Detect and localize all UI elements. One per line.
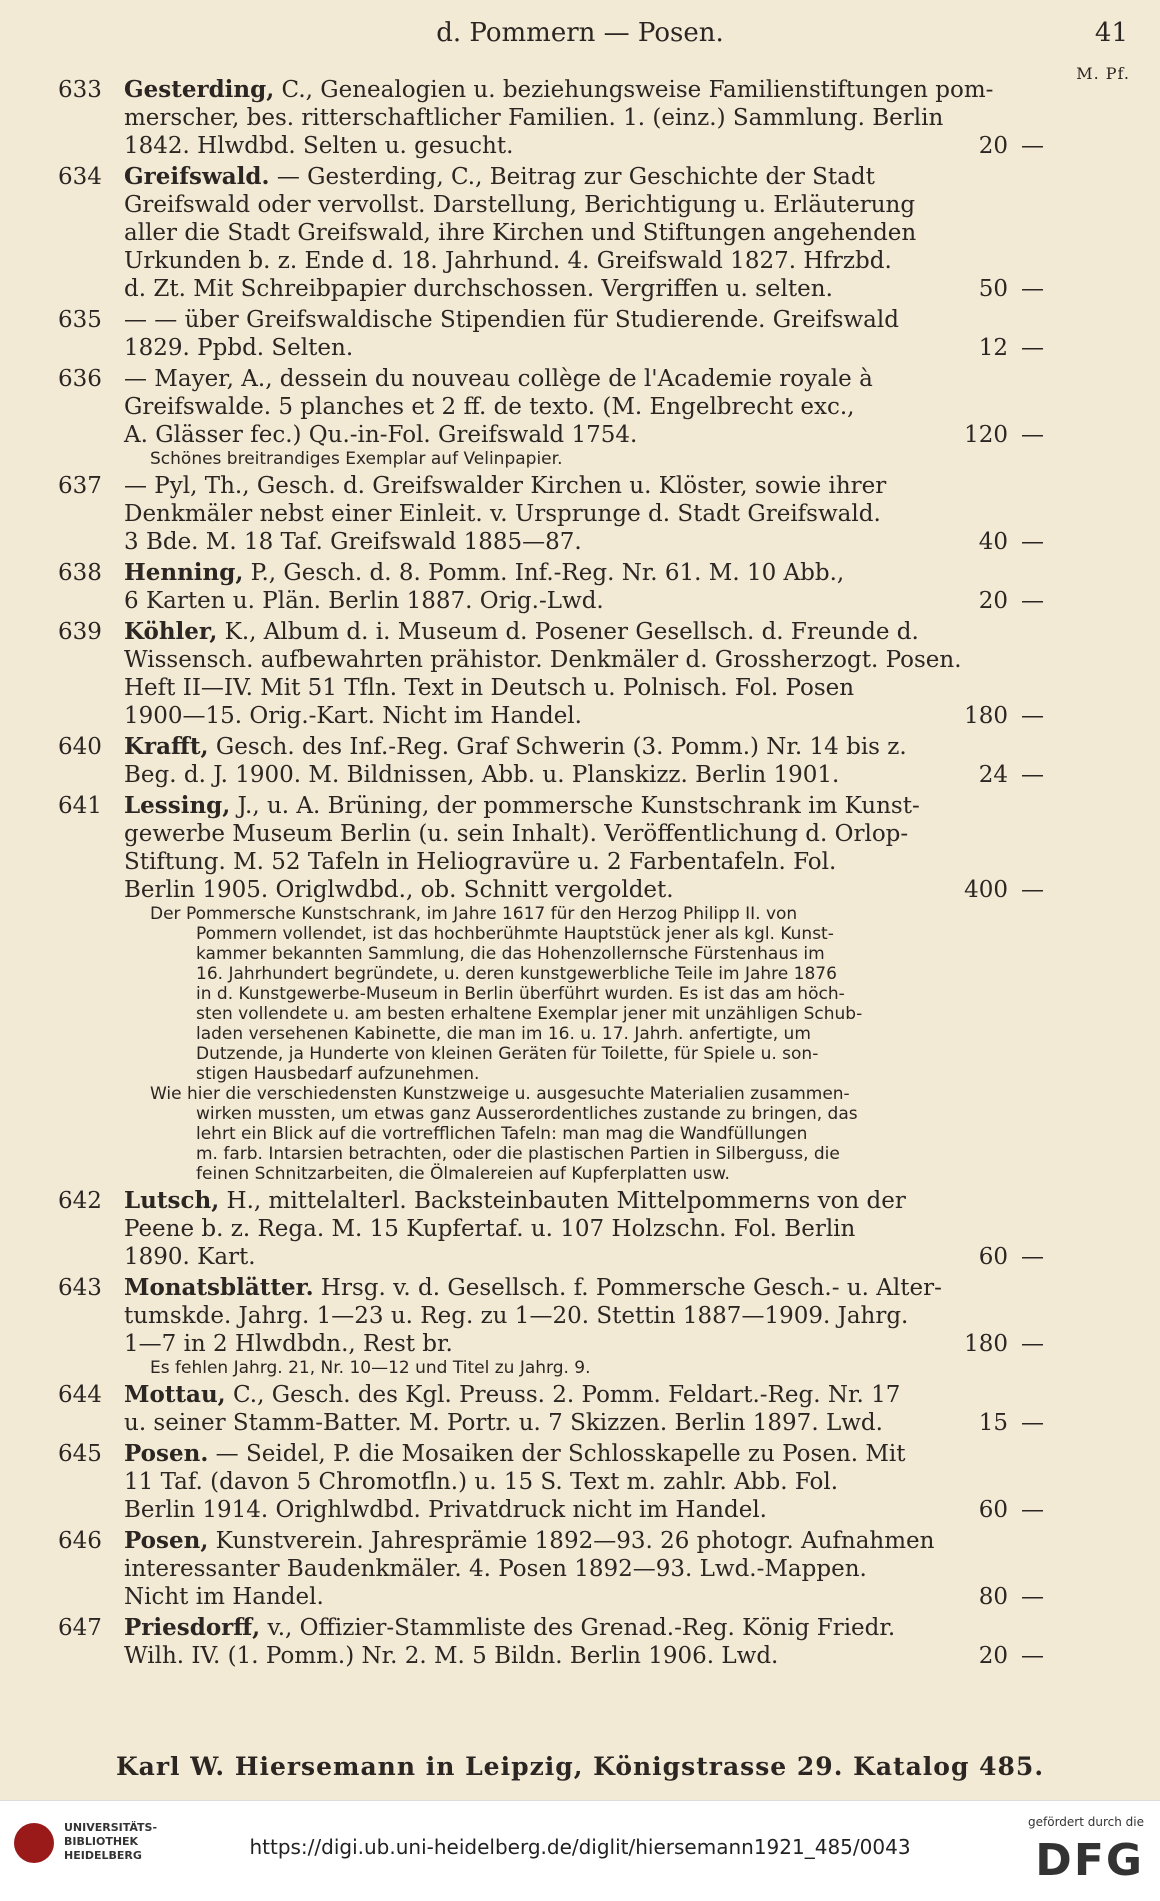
entry-number: 643 bbox=[58, 1275, 102, 1301]
entry-number: 646 bbox=[58, 1528, 102, 1554]
entry-text: Wissensch. aufbewahrten prähistor. Denkmäler d. Grossherzogt. Posen. bbox=[124, 647, 962, 673]
entry-number: 647 bbox=[58, 1615, 102, 1641]
entry-price: 24 — bbox=[978, 762, 1044, 788]
entry-text: Stiftung. M. 52 Tafeln in Heliogravüre u. 2 Farbentafeln. Fol. bbox=[124, 849, 837, 875]
entry-text: Berlin 1905. Origlwdbd., ob. Schnitt vergoldet. bbox=[124, 877, 674, 903]
entry-text: Denkmäler nebst einer Einleit. v. Ursprunge d. Stadt Greifswald. bbox=[124, 501, 881, 527]
entry-text: Nicht im Handel. bbox=[124, 1584, 324, 1610]
entry-line bbox=[124, 618, 1044, 646]
entry-author: Gesterding, bbox=[124, 76, 275, 103]
entry-price: 80 — bbox=[978, 1584, 1044, 1610]
entry-text: Kunstverein. Jahresprämie 1892—93. 26 photogr. Aufnahmen bbox=[208, 1528, 935, 1554]
entry-text: 1900—15. Orig.-Kart. Nicht im Handel. bbox=[124, 703, 582, 729]
entry-line bbox=[124, 646, 1044, 674]
entry-text: J., u. A. Brüning, der pommersche Kunstschrank im Kunst- bbox=[230, 793, 920, 819]
catalog-entry bbox=[0, 76, 1160, 160]
entry-text: d. Zt. Mit Schreibpapier durchschossen. Vergriffen u. selten. bbox=[124, 276, 833, 302]
entry-author: Henning, bbox=[124, 559, 244, 586]
entry-note: 16. Jahrhundert begründete, u. deren kunstgewerbliche Teile im Jahre 1876 bbox=[196, 964, 837, 984]
entry-text: — Mayer, A., dessein du nouveau collège de l'Academie royale à bbox=[124, 366, 873, 392]
entry-text: — Pyl, Th., Gesch. d. Greifswalder Kirchen u. Klöster, sowie ihrer bbox=[124, 473, 887, 499]
entry-line bbox=[124, 1555, 1044, 1583]
entry-line bbox=[124, 1302, 1044, 1330]
entry-line bbox=[124, 421, 1044, 449]
entry-price: 15 — bbox=[978, 1410, 1044, 1436]
entry-price: 180 — bbox=[964, 703, 1044, 729]
entry-text: Hrsg. v. d. Gesellsch. f. Pommersche Gesch.- u. Alter- bbox=[313, 1275, 942, 1301]
entry-line bbox=[124, 1409, 1044, 1437]
entry-text: merscher, bes. ritterschaftlicher Familien. 1. (einz.) Sammlung. Berlin bbox=[124, 105, 944, 131]
entry-number: 637 bbox=[58, 473, 102, 499]
entry-number: 636 bbox=[58, 366, 102, 392]
entry-line bbox=[124, 702, 1044, 730]
entry-line bbox=[124, 1440, 1044, 1468]
entry-line bbox=[124, 365, 1044, 393]
entry-text: — Seidel, P. die Mosaiken der Schlosskapelle zu Posen. Mit bbox=[208, 1441, 906, 1467]
entry-text: u. seiner Stamm-Batter. M. Portr. u. 7 Skizzen. Berlin 1897. Lwd. bbox=[124, 1410, 883, 1436]
institution-name: UNIVERSITÄTS- BIBLIOTHEK HEIDELBERG bbox=[64, 1821, 158, 1862]
entry-text: 1829. Ppbd. Selten. bbox=[124, 335, 354, 361]
entry-text: H., mittelalterl. Backsteinbauten Mittelpommerns von der bbox=[219, 1188, 906, 1214]
page-number: 41 bbox=[1094, 18, 1128, 48]
entry-line bbox=[124, 1527, 1044, 1555]
entry-price: 40 — bbox=[978, 529, 1044, 555]
entry-line bbox=[124, 674, 1044, 702]
entry-line bbox=[124, 1614, 1044, 1642]
entry-text: Heft II—IV. Mit 51 Tfln. Text in Deutsch u. Polnisch. Fol. Posen bbox=[124, 675, 855, 701]
catalog-entry bbox=[0, 472, 1160, 556]
entry-price: 20 — bbox=[978, 1643, 1044, 1669]
entry-number: 638 bbox=[58, 560, 102, 586]
catalog-entry bbox=[0, 1614, 1160, 1670]
entry-line bbox=[124, 1330, 1044, 1358]
entry-text: 6 Karten u. Plän. Berlin 1887. Orig.-Lwd. bbox=[124, 588, 604, 614]
entry-note: feinen Schnitzarbeiten, die Ölmalereien auf Kupferplatten usw. bbox=[196, 1164, 730, 1184]
entry-note: lehrt ein Blick auf die vortrefflichen Tafeln: man mag die Wandfüllungen bbox=[196, 1124, 808, 1144]
catalog-entry bbox=[0, 618, 1160, 730]
entry-line bbox=[124, 500, 1044, 528]
entry-text: Beg. d. J. 1900. M. Bildnissen, Abb. u. Planskizz. Berlin 1901. bbox=[124, 762, 840, 788]
catalog-entry bbox=[0, 1274, 1160, 1378]
entry-line bbox=[124, 191, 1044, 219]
entry-line bbox=[124, 1243, 1044, 1271]
funding-note: gefördert durch die bbox=[1028, 1815, 1144, 1829]
catalog-entry bbox=[0, 1381, 1160, 1437]
catalog-entry bbox=[0, 306, 1160, 362]
entry-text: Peene b. z. Rega. M. 15 Kupfertaf. u. 107 Holzschn. Fol. Berlin bbox=[124, 1216, 856, 1242]
entry-author: Köhler, bbox=[124, 618, 218, 645]
entry-number: 644 bbox=[58, 1382, 102, 1408]
entry-line bbox=[124, 334, 1044, 362]
entry-text: v., Offizier-Stammliste des Grenad.-Reg. König Friedr. bbox=[260, 1615, 896, 1641]
entry-line bbox=[124, 876, 1044, 904]
entry-text: tumskde. Jahrg. 1—23 u. Reg. zu 1—20. Stettin 1887—1909. Jahrg. bbox=[124, 1303, 909, 1329]
catalog-entry bbox=[0, 163, 1160, 303]
entry-note: in d. Kunstgewerbe-Museum in Berlin überführt wurden. Es ist das am höch- bbox=[196, 984, 845, 1004]
price-column-header: M. Pf. bbox=[1076, 64, 1130, 83]
entry-number: 633 bbox=[58, 77, 102, 103]
entry-line bbox=[124, 275, 1044, 303]
entry-line bbox=[124, 587, 1044, 615]
catalog-entries bbox=[0, 76, 1160, 1673]
entry-line bbox=[124, 1187, 1044, 1215]
entry-number: 641 bbox=[58, 793, 102, 819]
entry-line bbox=[124, 528, 1044, 556]
entry-number: 635 bbox=[58, 307, 102, 333]
entry-line bbox=[124, 559, 1044, 587]
entry-line bbox=[124, 1274, 1044, 1302]
source-url[interactable]: https://digi.ub.uni-heidelberg.de/diglit/hiersemann1921_485/0043 bbox=[249, 1835, 911, 1859]
entry-note: stigen Hausbedarf aufzunehmen. bbox=[196, 1064, 480, 1084]
entry-price: 60 — bbox=[978, 1497, 1044, 1523]
page-title: d. Pommern — Posen. bbox=[436, 18, 724, 48]
entry-text: 11 Taf. (davon 5 Chromotfln.) u. 15 S. Text m. zahlr. Abb. Fol. bbox=[124, 1469, 839, 1495]
entry-line bbox=[124, 247, 1044, 275]
entry-text: C., Genealogien u. beziehungsweise Familienstiftungen pom- bbox=[274, 77, 994, 103]
entry-text: 1—7 in 2 Hlwdbdn., Rest br. bbox=[124, 1331, 453, 1357]
entry-author: Monatsblätter. bbox=[124, 1274, 314, 1301]
entry-text: Greifswalde. 5 planches et 2 ff. de texto. (M. Engelbrecht exc., bbox=[124, 394, 855, 420]
entry-text: 3 Bde. M. 18 Taf. Greifswald 1885—87. bbox=[124, 529, 582, 555]
entry-line bbox=[124, 1583, 1044, 1611]
catalog-entry bbox=[0, 1527, 1160, 1611]
entry-note: kammer bekannten Sammlung, die das Hohenzollernsche Fürstenhaus im bbox=[196, 944, 825, 964]
catalog-entry bbox=[0, 733, 1160, 789]
dfg-logo: DFG bbox=[1035, 1835, 1144, 1886]
entry-line bbox=[124, 1215, 1044, 1243]
entry-text: Greifswald oder vervollst. Darstellung, Berichtigung u. Erläuterung bbox=[124, 192, 916, 218]
entry-note: sten vollendete u. am besten erhaltene Exemplar jener mit unzähligen Schub- bbox=[196, 1004, 863, 1024]
entry-text: 1890. Kart. bbox=[124, 1244, 256, 1270]
catalog-entry bbox=[0, 1440, 1160, 1524]
entry-line bbox=[124, 76, 1044, 104]
entry-line bbox=[124, 761, 1044, 789]
entry-price: 20 — bbox=[978, 133, 1044, 159]
entry-note: m. farb. Intarsien betrachten, oder die plastischen Partien in Silberguss, die bbox=[196, 1144, 840, 1164]
entry-line bbox=[124, 820, 1044, 848]
entry-text: A. Glässer fec.) Qu.-in-Fol. Greifswald 1754. bbox=[124, 422, 638, 448]
entry-line bbox=[124, 104, 1044, 132]
entry-line bbox=[124, 792, 1044, 820]
publisher-footer: Karl W. Hiersemann in Leipzig, Königstrasse 29. Katalog 485. bbox=[115, 1752, 1045, 1781]
entry-author: Greifswald. bbox=[124, 163, 270, 190]
entry-text: gewerbe Museum Berlin (u. sein Inhalt). Veröffentlichung d. Orlop- bbox=[124, 821, 909, 847]
catalog-entry bbox=[0, 559, 1160, 615]
entry-author: Mottau, bbox=[124, 1381, 226, 1408]
entry-note: Wie hier die verschiedensten Kunstzweige u. ausgesuchte Materialien zusammen- bbox=[150, 1084, 850, 1104]
entry-number: 634 bbox=[58, 164, 102, 190]
entry-price: 50 — bbox=[978, 276, 1044, 302]
entry-number: 642 bbox=[58, 1188, 102, 1214]
entry-text: Wilh. IV. (1. Pomm.) Nr. 2. M. 5 Bildn. Berlin 1906. Lwd. bbox=[124, 1643, 779, 1669]
entry-line bbox=[124, 848, 1044, 876]
entry-line bbox=[124, 472, 1044, 500]
entry-note: wirken mussten, um etwas ganz Ausserordentliches zustande zu bringen, das bbox=[196, 1104, 858, 1124]
entry-note: laden versehenen Kabinette, die man im 16. u. 17. Jahrh. anfertigte, um bbox=[196, 1024, 811, 1044]
entry-price: 20 — bbox=[978, 588, 1044, 614]
entry-text: aller die Stadt Greifswald, ihre Kirchen und Stiftungen angehenden bbox=[124, 220, 917, 246]
entry-text: — Gesterding, C., Beitrag zur Geschichte der Stadt bbox=[269, 164, 875, 190]
entry-line bbox=[124, 306, 1044, 334]
entry-text: Gesch. des Inf.-Reg. Graf Schwerin (3. Pomm.) Nr. 14 bis z. bbox=[208, 734, 907, 760]
entry-price: 60 — bbox=[978, 1244, 1044, 1270]
catalog-entry bbox=[0, 792, 1160, 1184]
entry-note: Der Pommersche Kunstschrank, im Jahre 1617 für den Herzog Philipp II. von bbox=[150, 904, 798, 924]
entry-text: interessanter Baudenkmäler. 4. Posen 1892—93. Lwd.-Mappen. bbox=[124, 1556, 867, 1582]
entry-line bbox=[124, 1468, 1044, 1496]
entry-line bbox=[124, 1642, 1044, 1670]
entry-author: Priesdorff, bbox=[124, 1614, 261, 1641]
entry-text: — — über Greifswaldische Stipendien für Studierende. Greifswald bbox=[124, 307, 899, 333]
entry-price: 12 — bbox=[978, 335, 1044, 361]
entry-note: Dutzende, ja Hunderte von kleinen Geräten für Toilette, für Spiele u. son- bbox=[196, 1044, 819, 1064]
entry-number: 640 bbox=[58, 734, 102, 760]
entry-line bbox=[124, 1496, 1044, 1524]
entry-line bbox=[124, 1381, 1044, 1409]
entry-line bbox=[124, 733, 1044, 761]
entry-author: Lutsch, bbox=[124, 1187, 220, 1214]
entry-line bbox=[124, 163, 1044, 191]
entry-author: Krafft, bbox=[124, 733, 209, 760]
entry-note: Es fehlen Jahrg. 21, Nr. 10—12 und Titel zu Jahrg. 9. bbox=[150, 1358, 591, 1378]
entry-author: Lessing, bbox=[124, 792, 231, 819]
page-header bbox=[0, 18, 1160, 58]
entry-text: K., Album d. i. Museum d. Posener Gesellsch. d. Freunde d. bbox=[217, 619, 919, 645]
catalog-entry bbox=[0, 1187, 1160, 1271]
entry-price: 180 — bbox=[964, 1331, 1044, 1357]
entry-line bbox=[124, 393, 1044, 421]
entry-text: P., Gesch. d. 8. Pomm. Inf.-Reg. Nr. 61. M. 10 Abb., bbox=[243, 560, 845, 586]
entry-text: Urkunden b. z. Ende d. 18. Jahrhund. 4. Greifswald 1827. Hfrzbd. bbox=[124, 248, 892, 274]
entry-author: Posen, bbox=[124, 1527, 209, 1554]
viewer-bar bbox=[0, 1800, 1160, 1901]
entry-note: Pommern vollendet, ist das hochberühmte Hauptstück jener als kgl. Kunst- bbox=[196, 924, 834, 944]
entry-text: 1842. Hlwdbd. Selten u. gesucht. bbox=[124, 133, 514, 159]
entry-line bbox=[124, 132, 1044, 160]
entry-text: C., Gesch. des Kgl. Preuss. 2. Pomm. Feldart.-Reg. Nr. 17 bbox=[225, 1382, 901, 1408]
entry-price: 400 — bbox=[964, 877, 1044, 903]
entry-text: Berlin 1914. Orighlwdbd. Privatdruck nicht im Handel. bbox=[124, 1497, 767, 1523]
entry-note: Schönes breitrandiges Exemplar auf Velinpapier. bbox=[150, 449, 563, 469]
entry-line bbox=[124, 219, 1044, 247]
entry-author: Posen. bbox=[124, 1440, 209, 1467]
entry-price: 120 — bbox=[964, 422, 1044, 448]
catalog-entry bbox=[0, 365, 1160, 469]
entry-number: 645 bbox=[58, 1441, 102, 1467]
entry-number: 639 bbox=[58, 619, 102, 645]
